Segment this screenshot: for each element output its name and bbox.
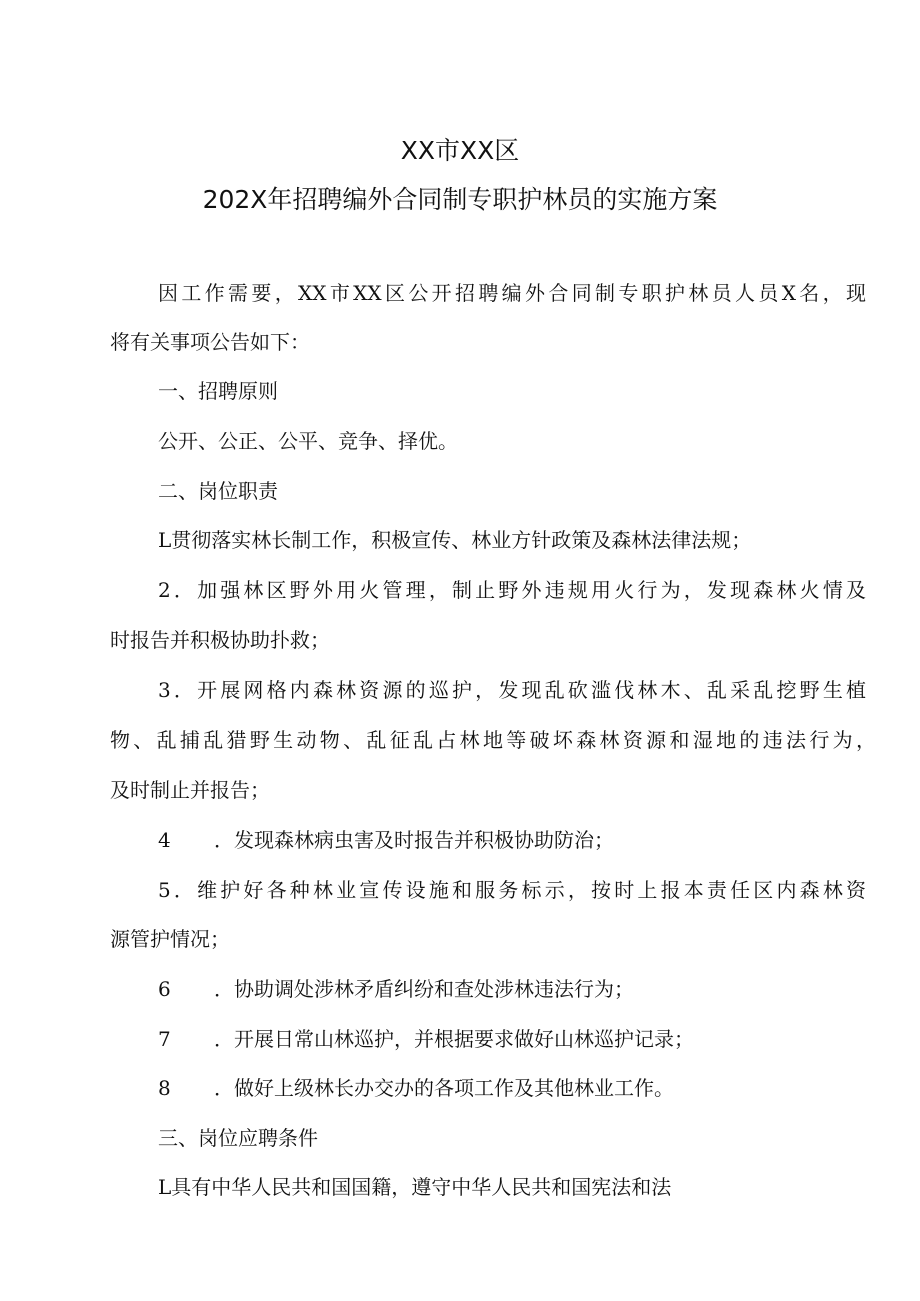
duty-4 xyxy=(158,827,614,853)
document-title-line-2: 202X年招聘编外合同制专职护林员的实施方案 xyxy=(202,185,718,214)
intro-paragraph-line-1: 因工作需要，XX市XX区公开招聘编外合同制专职护林员人员X名，现 xyxy=(158,281,866,305)
duty-8-text: ．做好上级林长办交办的各项工作及其他林业工作。 xyxy=(214,1076,674,1100)
duty-6-number: 6 xyxy=(158,977,171,1001)
section-1-text: 公开、公正、公平、竞争、择优。 xyxy=(158,429,458,453)
duty-7 xyxy=(158,1026,694,1052)
duty-8-number: 8 xyxy=(158,1076,171,1100)
duty-2-line-1: 2．加强林区野外用火管理，制止野外违规用火行为，发现森林火情及 xyxy=(158,578,866,602)
document-title-line-1: XX市XX区 xyxy=(400,136,520,165)
condition-1: L具有中华人民共和国国籍，遵守中华人民共和国宪法和法 xyxy=(158,1175,672,1199)
section-1-heading: 一、招聘原则 xyxy=(158,379,278,403)
section-2-heading: 二、岗位职责 xyxy=(158,479,278,503)
duty-2-line-2: 时报告并积极协助扑救； xyxy=(110,628,330,652)
intro-paragraph-line-2: 将有关事项公告如下： xyxy=(110,330,310,354)
section-3-heading: 三、岗位应聘条件 xyxy=(158,1126,318,1150)
duty-3-line-1: 3．开展网格内森林资源的巡护，发现乱砍滥伐林木、乱采乱挖野生植 xyxy=(158,678,866,702)
duty-6 xyxy=(158,976,634,1002)
duty-4-text: ．发现森林病虫害及时报告并积极协助防治； xyxy=(214,828,614,852)
duty-7-text: ．开展日常山林巡护，并根据要求做好山林巡护记录； xyxy=(214,1027,694,1051)
duty-6-text: ．协助调处涉林矛盾纠纷和查处涉林违法行为； xyxy=(214,977,634,1001)
duty-3-line-2: 物、乱捕乱猎野生动物、乱征乱占林地等破坏森林资源和湿地的违法行为， xyxy=(110,728,876,752)
duty-5-line-1: 5．维护好各种林业宣传设施和服务标示，按时上报本责任区内森林资 xyxy=(158,878,866,902)
duty-8 xyxy=(158,1075,674,1101)
duty-7-number: 7 xyxy=(158,1027,171,1051)
duty-1: L贯彻落实林长制工作，积极宣传、林业方针政策及森林法律法规； xyxy=(158,528,752,552)
duty-3-line-3: 及时制止并报告； xyxy=(110,778,270,802)
duty-4-number: 4 xyxy=(158,828,171,852)
duty-5-line-2: 源管护情况； xyxy=(110,927,230,951)
